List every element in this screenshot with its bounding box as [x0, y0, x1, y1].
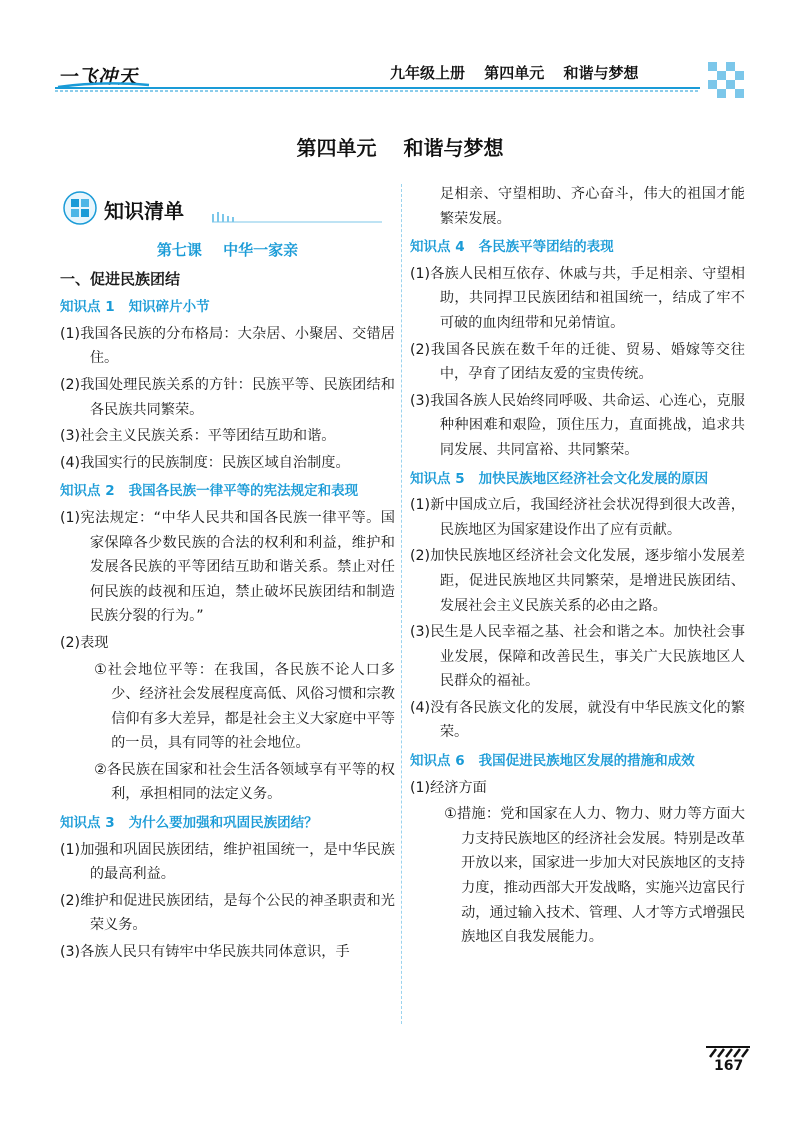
- list-item: (1)经济方面: [410, 779, 487, 796]
- list-item: (1)加强和巩固民族团结，维护祖国统一，是中华民族的最高利益。: [60, 841, 395, 883]
- column-divider: [401, 184, 402, 1024]
- list-item: (2)维护和促进民族团结，是每个公民的神圣职责和光荣义务。: [60, 892, 395, 934]
- running-head-grade: 九年级上册: [390, 64, 466, 82]
- list-item: (3)我国各族人民始终同呼吸、共命运、心连心，克服种种困难和艰险，顶住压力，直面挑战，追求共同发展、共同富裕、共同繁荣。: [410, 392, 745, 458]
- section-banner-rule: [212, 210, 382, 224]
- list-item: (3)各族人民只有铸牢中华民族共同体意识，手: [60, 944, 350, 961]
- list-item: (2)加快民族地区经济社会文化发展，逐步缩小发展差距，促进民族地区共同繁荣，是增进民族团结、发展社会主义民族关系的必由之路。: [410, 548, 745, 614]
- knowledge-point-heading: [410, 467, 745, 492]
- puzzle-icon: [62, 190, 98, 226]
- sub-list-item: ①社会地位平等：在我国，各民族不论人口多少、经济社会发展程度高低、风俗习惯和宗教信仰有多大差异，都是社会主义大家庭中平等的一员，具有同等的社会地位。: [94, 661, 395, 752]
- lesson-name: 中华一家亲: [223, 241, 299, 259]
- lesson-title: [60, 238, 395, 263]
- list-item-continuation: 足相亲、守望相助、齐心奋斗，伟大的祖国才能繁荣发展。: [439, 186, 745, 227]
- sub-list-item: ②各民族在国家和社会生活各领域享有平等的权利，承担相同的法定义务。: [94, 761, 395, 803]
- running-head: [390, 62, 653, 83]
- knowledge-point-heading: [60, 479, 395, 504]
- kp-title: 知识碎片小节: [128, 299, 210, 316]
- page-number: 167: [714, 1058, 744, 1074]
- kp-number: 知识点 1: [60, 299, 115, 316]
- section-title: 知识清单: [104, 199, 184, 223]
- kp-number: 知识点 5: [410, 470, 465, 487]
- list-item: (2)表现: [60, 634, 109, 651]
- list-item: (2)我国各民族在数千年的迁徙、贸易、婚嫁等交往中，孕育了团结友爱的宝贵传统。: [410, 341, 745, 383]
- kp-number: 知识点 3: [60, 815, 115, 832]
- unit-title-number: 第四单元: [296, 136, 377, 160]
- running-head-unit: 第四单元: [484, 64, 545, 82]
- unit-title: [0, 132, 800, 161]
- knowledge-point-heading: [60, 811, 395, 836]
- kp-title: 各民族平等团结的表现: [478, 239, 614, 256]
- kp-title: 我国促进民族地区发展的措施和成效: [478, 753, 695, 770]
- page-number-badge: [706, 1046, 750, 1076]
- knowledge-point-heading: [410, 235, 745, 260]
- unit-title-name: 和谐与梦想: [403, 136, 504, 160]
- page-header: [0, 0, 800, 110]
- knowledge-point-heading: [410, 749, 745, 774]
- list-item: (1)各族人民相互依存、休戚与共，手足相亲、守望相助，共同捍卫民族团结和祖国统一，结成了牢不可破的血肉纽带和兄弟情谊。: [410, 265, 745, 331]
- list-item: (4)没有各民族文化的发展，就没有中华民族文化的繁荣。: [410, 699, 745, 741]
- logo: 一飞冲天: [58, 66, 139, 88]
- kp-number: 知识点 6: [410, 753, 465, 770]
- kp-number: 知识点 4: [410, 239, 465, 256]
- kp-number: 知识点 2: [60, 483, 115, 500]
- kp-title: 加快民族地区经济社会文化发展的原因: [478, 470, 709, 487]
- lesson-number: 第七课: [156, 241, 202, 259]
- list-item: (1)我国各民族的分布格局：大杂居、小聚居、交错居住。: [60, 325, 395, 367]
- list-item: (4)我国实行的民族制度：民族区域自治制度。: [60, 454, 350, 471]
- list-item: (2)我国处理民族关系的方针：民族平等、民族团结和各民族共同繁荣。: [60, 376, 395, 418]
- list-item: (1)宪法规定：“中华人民共和国各民族一律平等。国家保障各少数民族的合法的权利和利益，维护和发展各民族的平等团结互助和谐关系。禁止对任何民族的歧视和压迫，禁止破坏民族团结和制造民族分裂的行为。”: [60, 509, 395, 625]
- left-column: [60, 238, 395, 967]
- sub-list-item: ①措施：党和国家在人力、物力、财力等方面大力支持民族地区的经济社会发展。特别是改革开放以来，国家进一步加大对民族地区的支持力度，推动西部大开发战略，实施兴边富民行动，通过输入技术、管理、人才等方式增强民族地区自我发展能力。: [444, 806, 745, 946]
- list-item: (3)社会主义民族关系：平等团结互助和谐。: [60, 428, 336, 445]
- list-item: (1)新中国成立后，我国经济社会状况得到很大改善，民族地区为国家建设作出了应有贡献。: [410, 497, 745, 538]
- header-rule: [55, 86, 705, 92]
- part-title: 一、促进民族团结: [60, 269, 181, 288]
- running-head-theme: 和谐与梦想: [563, 64, 639, 82]
- page-number-stripes-icon: [706, 1046, 750, 1058]
- list-item: (3)民生是人民幸福之基、社会和谐之本。加快社会事业发展，保障和改善民生，事关广大民族地区人民群众的福祉。: [410, 624, 745, 690]
- checker-decoration-icon: [700, 58, 746, 98]
- section-banner: [62, 188, 392, 228]
- knowledge-point-heading: [60, 295, 395, 320]
- kp-title: 我国各民族一律平等的宪法规定和表现: [128, 483, 359, 500]
- right-column: [410, 182, 745, 952]
- kp-title: 为什么要加强和巩固民族团结？: [128, 815, 318, 832]
